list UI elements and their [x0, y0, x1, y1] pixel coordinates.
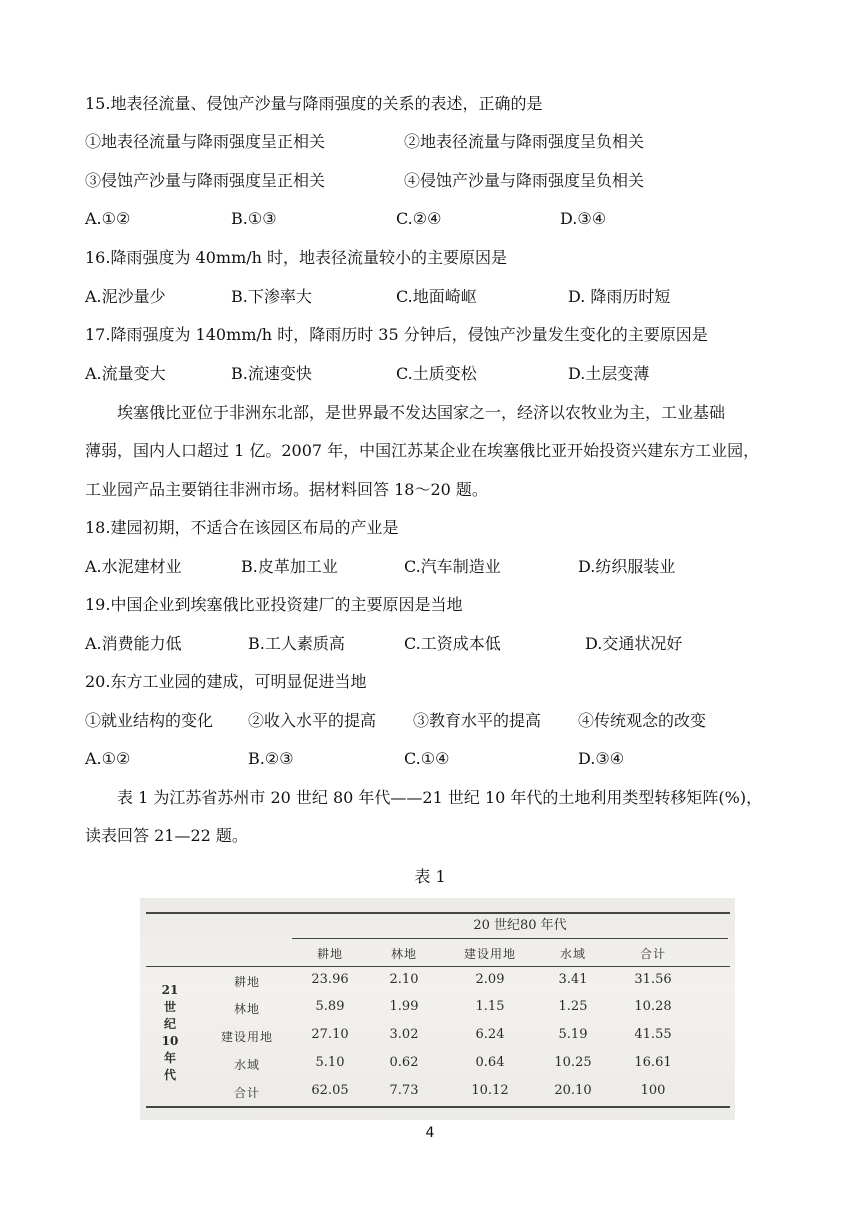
table-row-label: 建设用地 — [220, 1030, 273, 1044]
q19-option-b: B.工人素质高 — [248, 634, 345, 653]
table-cell: 7.73 — [389, 1083, 419, 1098]
q17-option-c: C.土质变松 — [396, 364, 477, 383]
table-header-rule — [146, 966, 730, 967]
q17-stem: 17.降雨强度为 140mm/h 时，降雨历时 35 分钟后，侵蚀产沙量发生变化的主要原因是 — [85, 325, 708, 344]
q19-option-d: D.交通状况好 — [585, 634, 683, 653]
q15-option-a: A.①② — [85, 209, 131, 228]
table-cell: 100 — [640, 1083, 666, 1098]
table-cell: 10.12 — [471, 1083, 509, 1098]
q20-stem: 20.东方工业园的建成，可明显促进当地 — [85, 672, 367, 691]
table-row-label: 合计 — [233, 1086, 260, 1100]
table-row-label: 耕地 — [233, 975, 260, 989]
table-col-header: 林地 — [390, 947, 417, 961]
q15-option-d: D.③④ — [560, 209, 607, 228]
table-cell: 2.10 — [389, 972, 419, 987]
q20-statement-4: ④传统观念的改变 — [578, 711, 707, 730]
q15-stem: 15.地表径流量、侵蚀产沙量与降雨强度的关系的表述，正确的是 — [85, 94, 543, 113]
table-cell: 41.55 — [634, 1027, 672, 1042]
q15-statement-1: ①地表径流量与降雨强度呈正相关 — [85, 132, 326, 151]
q15-option-c: C.②④ — [396, 209, 442, 228]
table-cell: 10.28 — [634, 999, 672, 1014]
q19-option-a: A.消费能力低 — [85, 634, 182, 653]
q20-statement-1: ①就业结构的变化 — [85, 711, 214, 730]
table-cell: 5.10 — [315, 1055, 345, 1070]
passage1-line-1: 埃塞俄比亚位于非洲东北部，是世界最不发达国家之一，经济以农牧业为主，工业基础 — [117, 403, 726, 422]
table-top-rule — [146, 912, 730, 914]
table-col-header: 建设用地 — [463, 947, 516, 961]
table-group-rule — [292, 938, 728, 939]
table-cell: 23.96 — [311, 972, 349, 987]
table-caption: 表 1 — [414, 867, 446, 886]
q19-stem: 19.中国企业到埃塞俄比亚投资建厂的主要原因是当地 — [85, 595, 463, 614]
table-cell: 3.02 — [389, 1027, 419, 1042]
q16-option-b: B.下渗率大 — [231, 287, 312, 306]
table-col-header: 水域 — [559, 947, 586, 961]
passage1-line-3: 工业园产品主要销往非洲市场。据材料回答 18～20 题。 — [85, 480, 488, 499]
table-cell: 6.24 — [475, 1027, 505, 1042]
q15-statement-3: ③侵蚀产沙量与降雨强度呈正相关 — [85, 171, 326, 190]
q18-option-c: C.汽车制造业 — [404, 557, 501, 576]
q20-statement-3: ③教育水平的提高 — [413, 711, 542, 730]
table-row-label: 林地 — [233, 1002, 260, 1016]
table-cell: 31.56 — [634, 972, 672, 987]
table-row-group-char: 纪 — [163, 1017, 176, 1031]
table-cell: 1.25 — [558, 999, 588, 1014]
land-use-table — [140, 898, 735, 1120]
passage2-line-2: 读表回答 21—22 题。 — [85, 826, 248, 845]
q18-option-a: A.水泥建材业 — [85, 557, 182, 576]
passage2-line-1: 表 1 为江苏省苏州市 20 世纪 80 年代——21 世纪 10 年代的土地利用类型转移矩阵(%)， — [117, 788, 763, 807]
q16-stem: 16.降雨强度为 40mm/h 时，地表径流量较小的主要原因是 — [85, 248, 508, 267]
table-bottom-rule — [146, 1106, 730, 1108]
table-cell: 1.15 — [475, 999, 505, 1014]
table-cell: 2.09 — [475, 972, 505, 987]
table-cell: 0.64 — [475, 1055, 505, 1070]
q17-option-b: B.流速变快 — [231, 364, 312, 383]
q15-statement-2: ②地表径流量与降雨强度呈负相关 — [404, 132, 645, 151]
q16-option-c: C.地面崎岖 — [396, 287, 477, 306]
table-cell: 5.19 — [558, 1027, 588, 1042]
q18-stem: 18.建园初期，不适合在该园区布局的产业是 — [85, 518, 399, 537]
table-row-group — [158, 982, 182, 1084]
q18-option-d: D.纺织服装业 — [578, 557, 676, 576]
table-cell: 62.05 — [311, 1083, 349, 1098]
table-col-group: 20 世纪80 年代 — [473, 918, 567, 933]
q15-statement-4: ④侵蚀产沙量与降雨强度呈负相关 — [404, 171, 645, 190]
q19-option-c: C.工资成本低 — [404, 634, 501, 653]
q16-option-a: A.泥沙量少 — [85, 287, 166, 306]
passage1-line-2: 薄弱，国内人口超过 1 亿。2007 年，中国江苏某企业在埃塞俄比亚开始投资兴建东方工业园， — [85, 441, 760, 460]
table-cell: 0.62 — [389, 1055, 419, 1070]
q20-option-d: D.③④ — [578, 749, 625, 768]
table-cell: 5.89 — [315, 999, 345, 1014]
table-cell: 3.41 — [558, 972, 588, 987]
table-row-group-char: 年 — [163, 1051, 176, 1065]
q15-option-b: B.①③ — [231, 209, 277, 228]
table-col-header: 耕地 — [316, 947, 343, 961]
table-cell: 10.25 — [554, 1055, 592, 1070]
table-row-label: 水域 — [233, 1058, 260, 1072]
table-col-header: 合计 — [639, 947, 666, 961]
table-row-group-char: 10 — [161, 1034, 179, 1048]
table-cell: 1.99 — [389, 999, 419, 1014]
table-row-group-char: 世 — [163, 1000, 176, 1014]
q20-statement-2: ②收入水平的提高 — [248, 711, 377, 730]
q17-option-a: A.流量变大 — [85, 364, 166, 383]
table-cell: 27.10 — [311, 1027, 349, 1042]
q20-option-b: B.②③ — [248, 749, 294, 768]
page-number: 4 — [425, 1125, 435, 1141]
q16-option-d: D. 降雨历时短 — [568, 287, 671, 306]
table-row-group-char: 21 — [161, 983, 179, 997]
q18-option-b: B.皮革加工业 — [241, 557, 338, 576]
table-cell: 20.10 — [554, 1083, 592, 1098]
q20-option-c: C.①④ — [404, 749, 450, 768]
q20-option-a: A.①② — [85, 749, 131, 768]
q17-option-d: D.土层变薄 — [568, 364, 650, 383]
table-cell: 16.61 — [634, 1055, 672, 1070]
table-row-group-char: 代 — [163, 1068, 176, 1082]
